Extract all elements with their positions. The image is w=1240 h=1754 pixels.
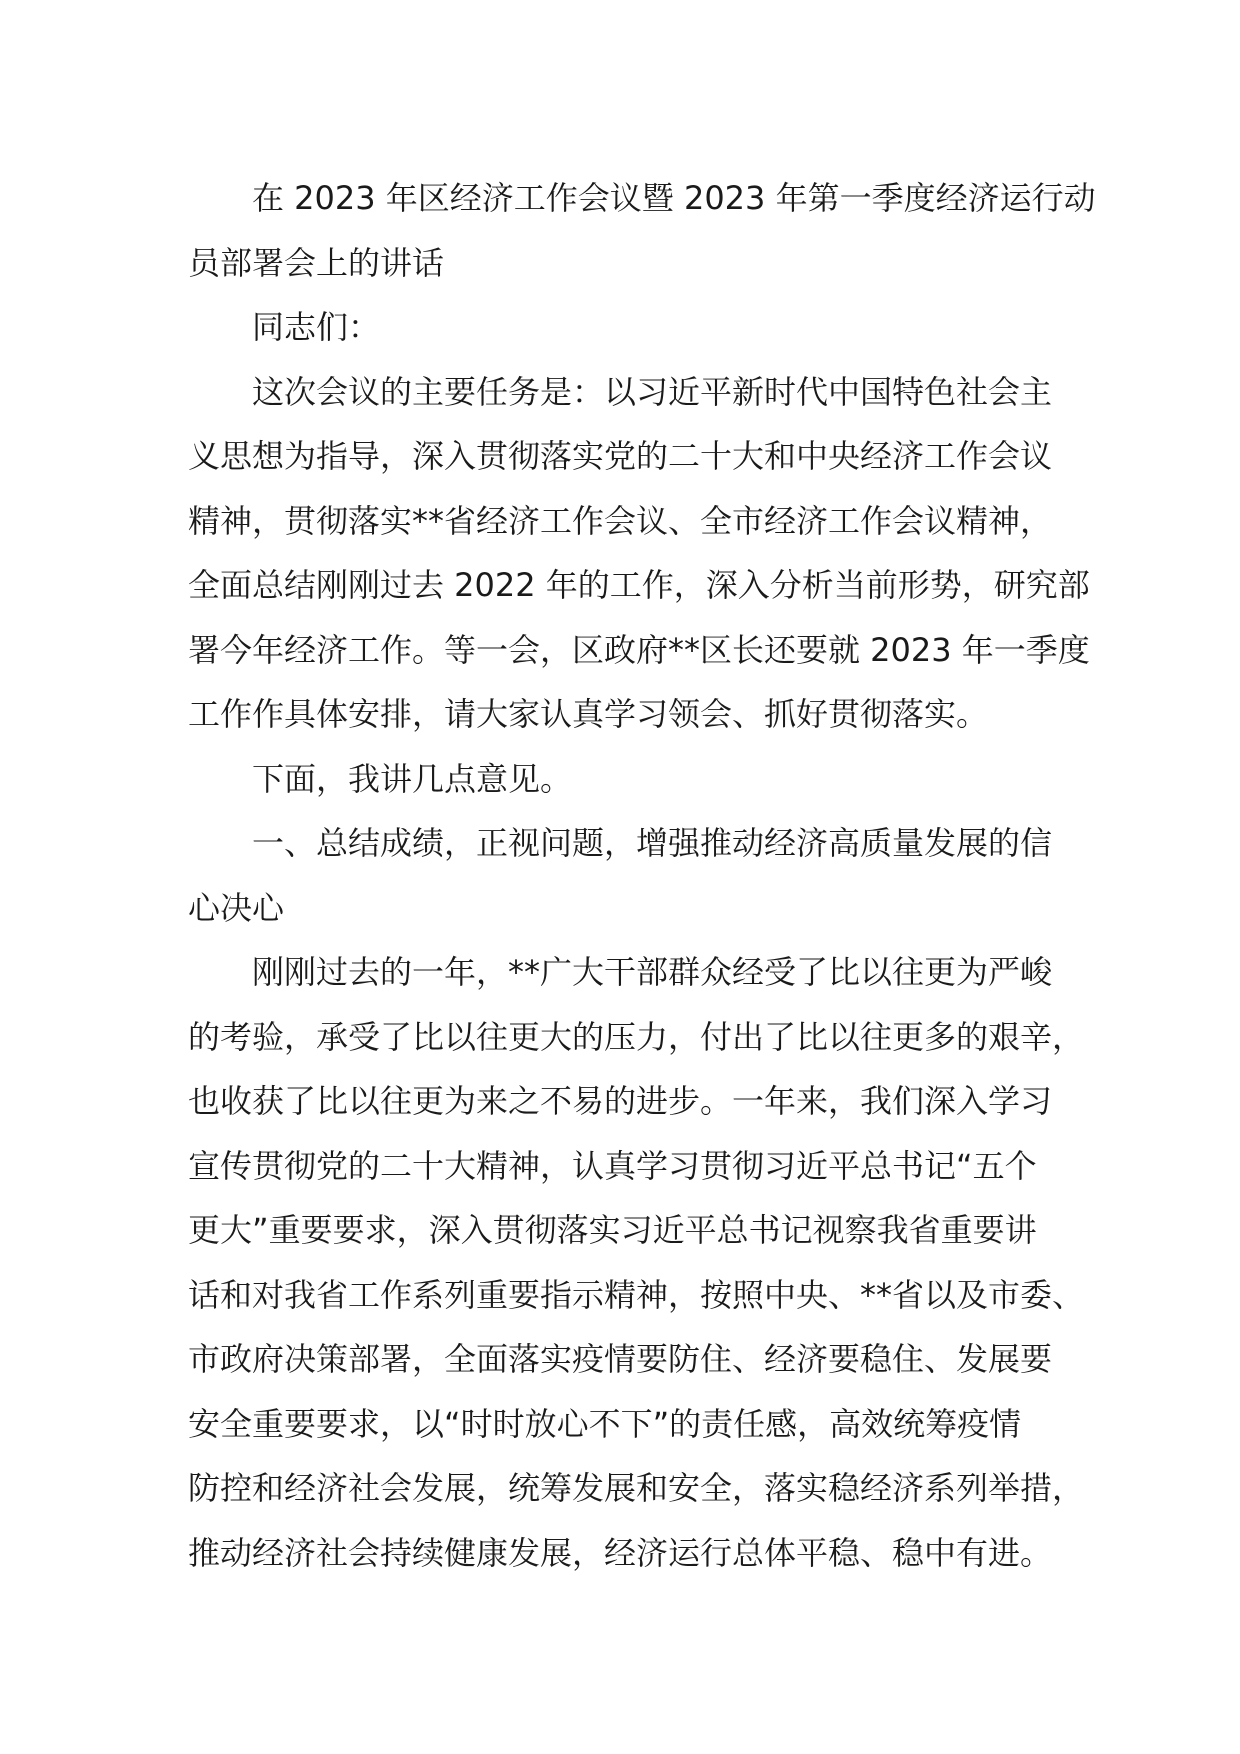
paragraph-line: 署今年经济工作。等一会，区政府**区长还要就 2023 年一季度 bbox=[188, 630, 1090, 669]
paragraph-opinions-intro bbox=[188, 747, 1078, 812]
salutation-line: 同志们： bbox=[252, 308, 381, 346]
document-body bbox=[188, 166, 1096, 1585]
heading-line: 一、总结成绩，正视问题，增强推动经济高质量发展的信 bbox=[252, 824, 1053, 862]
title-line: 员部署会上的讲话 bbox=[188, 243, 445, 282]
paragraph-line: 全面总结刚刚过去 2022 年的工作，深入分析当前形势，研究部 bbox=[188, 566, 1090, 604]
paragraph-line: 市政府决策部署，全面落实疫情要防住、经济要稳住、发展要 bbox=[188, 1340, 1053, 1378]
paragraph-line: 宣传贯彻党的二十大精神，认真学习贯彻习近平总书记“五个 bbox=[188, 1146, 1037, 1185]
paragraph-line: 这次会议的主要任务是：以习近平新时代中国特色社会主 bbox=[252, 372, 1053, 411]
document-title bbox=[188, 166, 1096, 295]
paragraph-meeting-tasks bbox=[188, 360, 1090, 747]
paragraph-line: 推动经济社会持续健康发展，经济运行总体平稳、稳中有进。 bbox=[188, 1533, 1053, 1572]
paragraph-line: 安全重要要求，以“时时放心不下”的责任感，高效统筹疫情 bbox=[188, 1404, 1022, 1443]
heading-line: 心决心 bbox=[188, 888, 285, 927]
paragraph-line: 下面，我讲几点意见。 bbox=[252, 759, 573, 798]
paragraph-line: 刚刚过去的一年，**广大干部群众经受了比以往更为严峻 bbox=[252, 953, 1053, 991]
paragraph-line: 也收获了比以往更为来之不易的进步。一年来，我们深入学习 bbox=[188, 1082, 1053, 1120]
paragraph-line: 更大”重要要求，深入贯彻落实习近平总书记视察我省重要讲 bbox=[188, 1211, 1037, 1249]
paragraph-line: 的考验，承受了比以往更大的压力，付出了比以往更多的艰辛， bbox=[188, 1017, 1085, 1056]
paragraph-past-year-review bbox=[188, 940, 1085, 1585]
paragraph-line: 防控和经济社会发展，统筹发展和安全，落实稳经济系列举措， bbox=[188, 1469, 1085, 1507]
paragraph-line: 话和对我省工作系列重要指示精神，按照中央、**省以及市委、 bbox=[188, 1275, 1085, 1314]
section-heading-1 bbox=[188, 811, 1078, 940]
title-line: 在 2023 年区经济工作会议暨 2023 年第一季度经济运行动 bbox=[252, 179, 1096, 217]
paragraph-line: 工作作具体安排，请大家认真学习领会、抓好贯彻落实。 bbox=[188, 695, 989, 733]
salutation bbox=[188, 295, 1078, 360]
paragraph-line: 义思想为指导，深入贯彻落实党的二十大和中央经济工作会议 bbox=[188, 437, 1053, 475]
paragraph-line: 精神，贯彻落实**省经济工作会议、全市经济工作会议精神， bbox=[188, 501, 1053, 540]
